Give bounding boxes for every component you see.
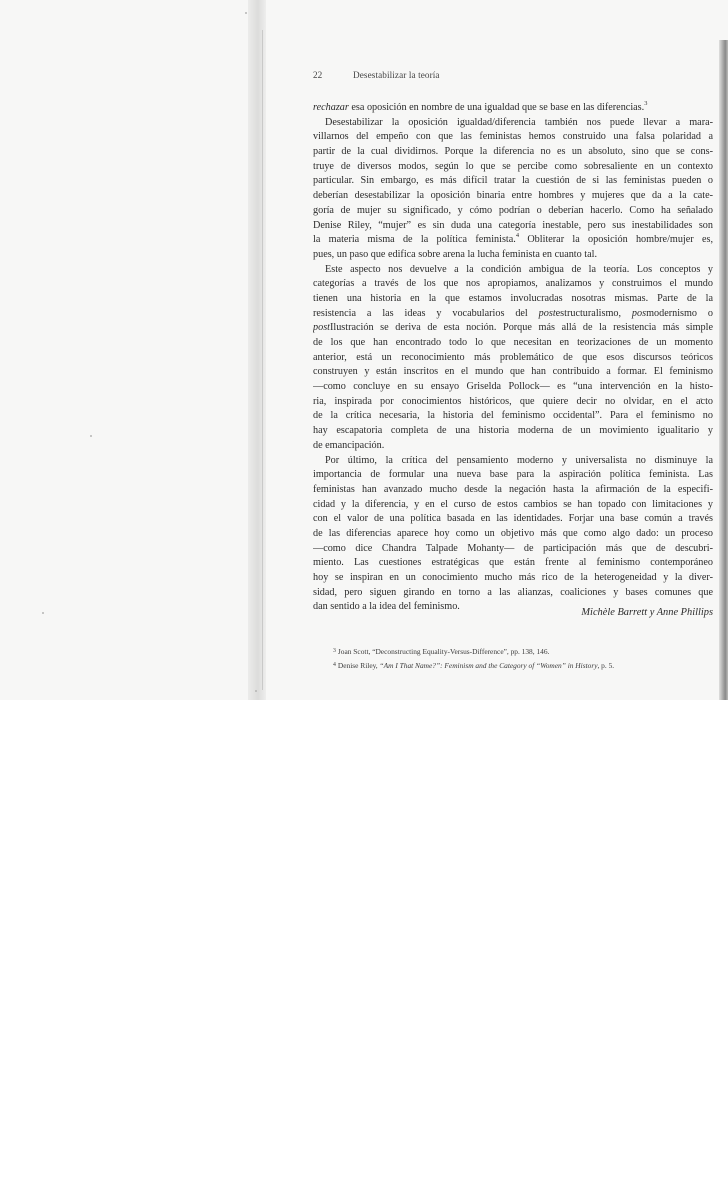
text-run: —como dice Chandra Talpade Mohanty— de participación más que de descubri- (313, 542, 713, 554)
text-line (313, 454, 713, 469)
text-run: estructuralismo, (555, 307, 632, 319)
text-run: de los que han encontrado todo lo que necesitan en teorizaciones de un momento (313, 337, 713, 348)
text-line (313, 277, 713, 292)
text-line (313, 189, 713, 204)
text-run: resistencia a las ideas y vocabularios del (313, 307, 539, 319)
text-run: partir de la cual dividirnos. Porque la diferencia no es un absoluto, sino que se cons- (313, 146, 713, 158)
text-run: ria, inspirada por conocimientos históricos, que quiere decir no olvidar, en el acto (313, 395, 713, 407)
body-text (313, 101, 713, 615)
italic-text: post (538, 307, 556, 319)
text-run: construyen y están inscritos en el mundo que han contribuido a formar. El feminismo (313, 366, 713, 378)
book-binding-shadow (248, 0, 266, 700)
text-run: Este aspecto nos devuelve a la condición ambigua de la teoría. Los conceptos y (325, 263, 713, 275)
text-line (313, 395, 713, 410)
paragraph-p2 (313, 116, 713, 263)
text-run: goría de mujer su significado, y cómo podrían o deberían hacerlo. Como ha señalado (313, 204, 713, 216)
text-line (313, 204, 713, 219)
text-line (313, 351, 713, 366)
text-run: anterior, está un reconocimiento más problemático de que esos discursos teóricos (313, 351, 713, 363)
text-run: feministas han avanzado mucho desde la negación hasta la afirmación de la especifi- (313, 483, 713, 495)
italic-text: “Am I That Name?”: Feminism and the Category of “Women” in History (379, 660, 598, 670)
text-line (313, 483, 713, 498)
text-run: truye de diversos modos, según lo que se percibe como sobresaliente en un contexto (313, 160, 713, 172)
text-run: Ilustración se deriva de esta noción. Porque más allá de la resistencia más simple (329, 322, 713, 334)
text-run: modernismo o (646, 307, 713, 319)
text-run: deberían desestabilizar la oposición binaria entre hombres y mujeres que da a la cate- (313, 190, 713, 202)
text-line (313, 468, 713, 483)
text-line (313, 321, 713, 336)
text-run: Obliterar la oposición hombre/mujer es, (519, 234, 713, 246)
text-line (313, 556, 713, 571)
text-line (313, 219, 713, 234)
text-run: Joan Scott, “Deconstructing Equality-Versus-Difference”, pp. 138, 146. (337, 647, 550, 656)
scan-speck (255, 690, 257, 692)
text-line (313, 586, 713, 601)
text-run: villarnos del empeño con que las feministas hemos construido una falsa polaridad a (313, 131, 713, 143)
text-line (313, 174, 713, 189)
text-run: Desestabilizar la oposición igualdad/diferencia también nos puede llevar a mara- (325, 116, 713, 128)
text-run: sidad, pero siguen girando en torno a las alianzas, coaliciones y bases comunes que (313, 586, 713, 598)
text-line (313, 439, 713, 454)
text-run: Denise Riley, (337, 660, 380, 670)
text-run: Denise Riley, “mujer” es sin duda una categoría inestable, pero sus inestabilidades son (313, 219, 713, 231)
text-line (313, 571, 713, 586)
paragraph-p4 (313, 454, 713, 616)
text-run: particular. Sin embargo, es más difícil tratar la cuestión de si las feministas pueden o (313, 175, 713, 187)
text-line (313, 263, 713, 278)
text-line (313, 292, 713, 307)
text-run: tienen una historia en la que estamos involucradas nosotras mismas. Parte de la (313, 292, 713, 304)
footnote-reference: 3 (644, 101, 648, 107)
text-line (313, 365, 713, 380)
gutter-line (262, 30, 263, 690)
text-run: de emancipación. (313, 439, 385, 451)
page-number: 22 (313, 70, 323, 80)
text-run: hoy se inspiran en un conocimiento mucho más rico de la heterogeneidad y la diver- (313, 572, 713, 583)
footnote-mark: 4 (333, 661, 336, 668)
text-line (313, 145, 713, 160)
text-run: hay escapatoria completa de una historia moderna de un movimiento igualitario y (313, 425, 713, 437)
text-line (313, 233, 713, 248)
footnotes (333, 646, 713, 673)
author-signature: Michèle Barrett y Anne Phillips (581, 607, 713, 618)
text-line (313, 116, 713, 131)
text-run: esa oposición en nombre de una igualdad que se base en las diferencias. (348, 102, 645, 113)
text-line (313, 160, 713, 175)
text-line (313, 380, 713, 395)
footnote-reference: 4 (515, 233, 520, 239)
scan-speck (245, 12, 247, 14)
text-run: —como concluye en su ensayo Griselda Pollock— es “una intervención en la histo- (313, 381, 713, 393)
running-header (313, 70, 713, 84)
text-run: con el valor de una política basada en las identidades. Forjar una base común a través (313, 513, 713, 525)
italic-text: pos (631, 307, 647, 319)
running-title: Desestabilizar la teoría (353, 70, 440, 80)
text-run: la materia misma de la política feminista. (313, 234, 516, 246)
text-line (313, 101, 713, 116)
text-run: cidad y la diferencia, y en el curso de estos cambios se han topado con limitaciones y (313, 498, 713, 510)
text-line (313, 248, 713, 263)
text-line (313, 409, 713, 424)
text-run: dan sentido a la idea del feminismo. (313, 601, 460, 613)
footnote (333, 660, 713, 674)
text-run: de la crítica necesaria, la historia del feminismo occidental”. Para el feminismo no (313, 410, 713, 422)
italic-text: post (313, 322, 330, 334)
text-line (313, 336, 713, 351)
text-line (313, 527, 713, 542)
text-run: pues, un paso que edifica sobre arena la lucha feminista en cuanto tal. (313, 248, 598, 260)
paragraph-p3 (313, 263, 713, 454)
text-line (313, 512, 713, 527)
scan-speck (42, 612, 44, 614)
text-line (313, 130, 713, 145)
text-line (313, 424, 713, 439)
scan-speck (90, 435, 92, 437)
footnote (333, 646, 713, 660)
text-line (313, 307, 713, 322)
page-edge-shadow (719, 40, 728, 700)
text-line (313, 542, 713, 557)
italic-text: rechazar (313, 102, 349, 113)
text-run: importancia de formular una nueva base para la aspiración política feminista. Las (313, 469, 713, 481)
paragraph-p1 (313, 101, 713, 116)
text-run: , p. 5. (597, 660, 615, 670)
text-run: de las diferencias aparece hoy como un objetivo más que como algo dado: un proceso (313, 527, 713, 539)
text-line (313, 498, 713, 513)
footnote-mark: 3 (333, 648, 336, 654)
text-run: miento. Las cuestiones estratégicas que están frente al feminismo contemporáneo (313, 557, 713, 569)
text-run: categorías a través de los que nos apropiamos, analizamos y construimos el mundo (313, 278, 713, 290)
text-run: Por último, la crítica del pensamiento moderno y universalista no disminuye la (325, 454, 713, 466)
